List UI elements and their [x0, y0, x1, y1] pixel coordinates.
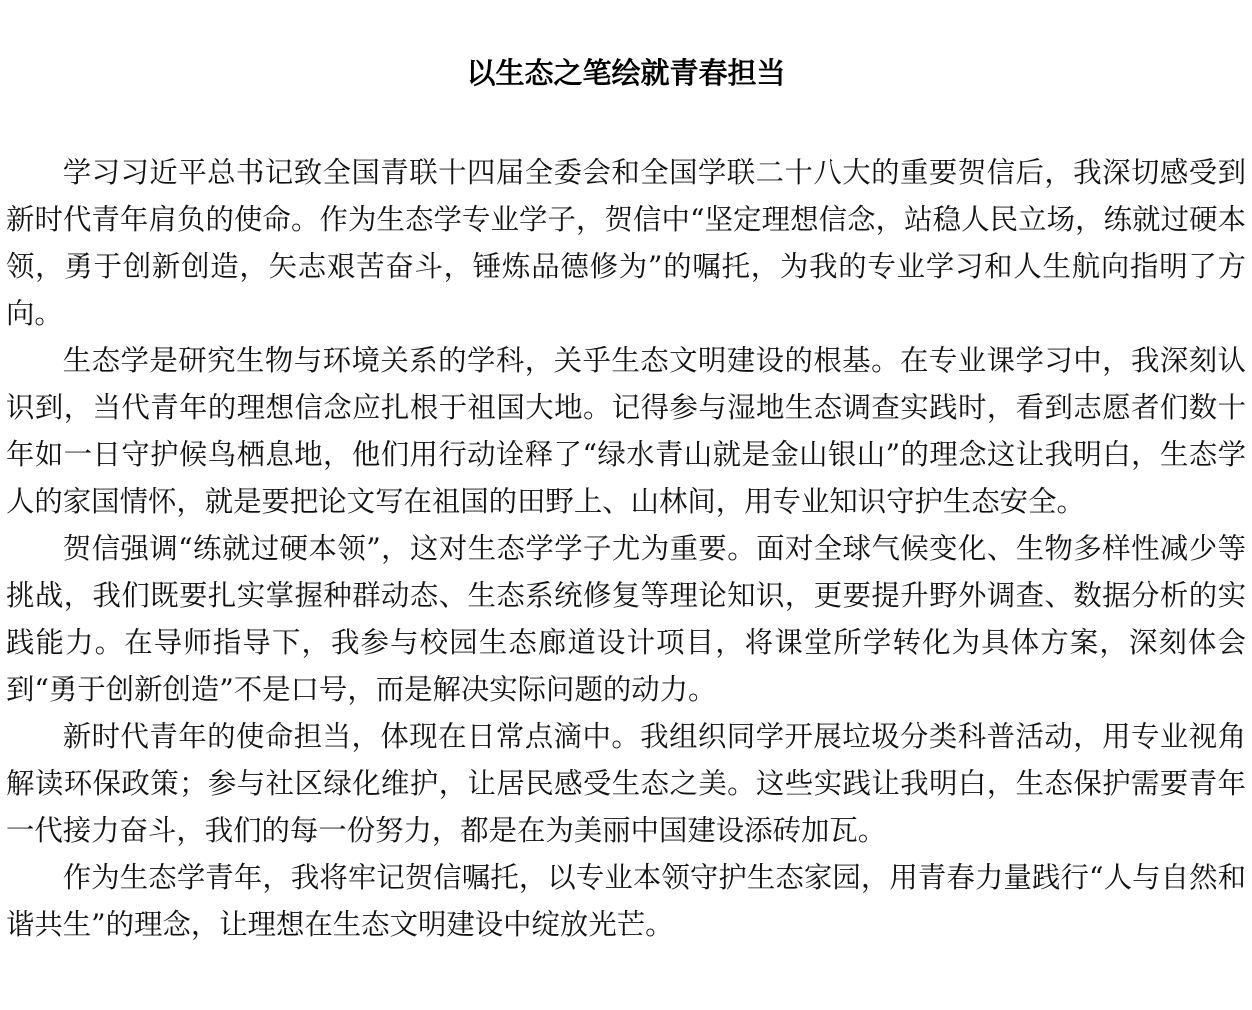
document-title: 以生态之笔绘就青春担当: [466, 56, 786, 90]
paragraph-3: 贺信强调“练就过硬本领”，这对生态学学子尤为重要。面对全球气候变化、生物多样性减少等挑战，我们既要扎实掌握种群动态、生态系统修复等理论知识，更要提升野外调查、数据分析的实践能力。在导师指导下，我参与校园生态廊道设计项目，将课堂所学转化为具体方案，深刻体会到“勇于创新创造”不是口号，而是解决实际问题的动力。: [6, 532, 1246, 706]
paragraph-5: 作为生态学青年，我将牢记贺信嘱托，以专业本领守护生态家园，用青春力量践行“人与自然和谐共生”的理念，让理想在生态文明建设中绽放光芒。: [6, 861, 1246, 941]
paragraph-4: 新时代青年的使命担当，体现在日常点滴中。我组织同学开展垃圾分类科普活动，用专业视角解读环保政策；参与社区绿化维护，让居民感受生态之美。这些实践让我明白，生态保护需要青年一代接力奋斗，我们的每一份努力，都是在为美丽中国建设添砖加瓦。: [6, 720, 1246, 847]
paragraph-1: 学习习近平总书记致全国青联十四届全委会和全国学联二十八大的重要贺信后，我深切感受到新时代青年肩负的使命。作为生态学专业学子，贺信中“坚定理想信念，站稳人民立场，练就过硬本领，勇于创新创造，矢志艰苦奋斗，锤炼品德修为”的嘱托，为我的专业学习和人生航向指明了方向。: [6, 156, 1246, 330]
document-body: [6, 149, 1246, 948]
paragraph-2: 生态学是研究生物与环境关系的学科，关乎生态文明建设的根基。在专业课学习中，我深刻认识到，当代青年的理想信念应扎根于祖国大地。记得参与湿地生态调查实践时，看到志愿者们数十年如一日守护候鸟栖息地，他们用行动诠释了“绿水青山就是金山银山”的理念这让我明白，生态学人的家国情怀，就是要把论文写在祖国的田野上、山林间，用专业知识守护生态安全。: [6, 344, 1246, 518]
